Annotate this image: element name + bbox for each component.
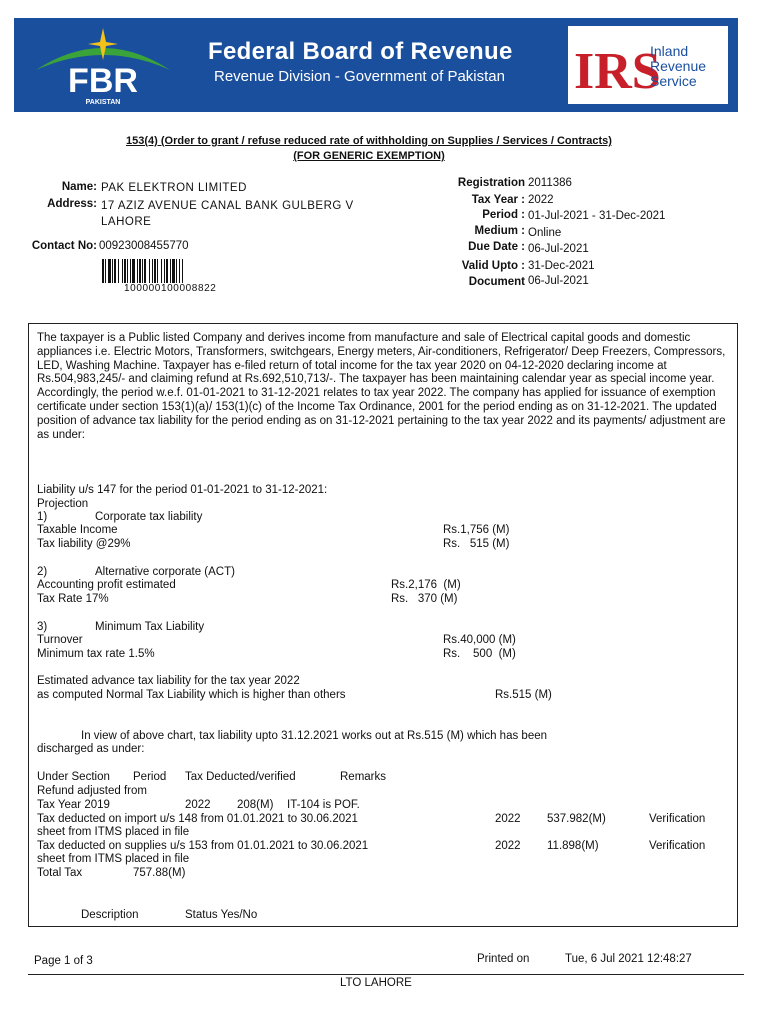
col-remarks: Remarks <box>340 771 387 783</box>
footer-divider <box>28 974 744 975</box>
due-date-label: Due Date : <box>468 241 525 253</box>
header-banner <box>14 18 738 112</box>
barcode-number: 100000100008822 <box>124 283 217 294</box>
page-number: Page 1 of 3 <box>34 955 93 967</box>
fbr-logo-text: FBR <box>68 62 138 100</box>
office-name: LTO LAHORE <box>340 977 412 989</box>
period-value: 01-Jul-2021 - 31-Dec-2021 <box>528 210 666 222</box>
section-3-title: Minimum Tax Liability <box>95 621 205 633</box>
import-amount: 537.982(M) <box>547 813 606 825</box>
board-title: Federal Board of Revenue <box>208 38 513 65</box>
supplies-line-1: Tax deducted on supplies u/s 153 from 01.01.2021 to 30.06.2021 <box>37 840 369 852</box>
projection-label: Projection <box>37 498 89 510</box>
section-3-number: 3) <box>37 621 48 633</box>
refund-amount: 208(M) <box>237 799 274 811</box>
name-label: Name: <box>61 181 97 193</box>
tax-liability-value: Rs. 515 (M) <box>443 538 510 550</box>
fbr-logo <box>28 26 178 108</box>
refund-line-2: Tax Year 2019 <box>37 799 110 811</box>
doc-title: 153(4) (Order to grant / refuse reduced rate of withholding on Supplies / Services / Contracts) <box>126 135 612 147</box>
supplies-amount: 11.898(M) <box>547 840 599 852</box>
tax-year-label: Tax Year : <box>471 194 525 206</box>
board-subtitle: Revenue Division - Government of Pakistan <box>214 68 505 85</box>
medium-label: Medium : <box>474 225 525 237</box>
refund-line-1: Refund adjusted from <box>37 785 147 797</box>
accounting-profit-value: Rs.2,176 (M) <box>391 579 461 591</box>
document-value: 06-Jul-2021 <box>528 275 589 287</box>
liability-heading: Liability u/s 147 for the period 01-01-2021 to 31-12-2021: <box>37 484 328 496</box>
irs-line-inland: Inland <box>650 43 689 59</box>
accounting-profit-label: Accounting profit estimated <box>37 579 176 591</box>
tax-year-value: 2022 <box>528 194 554 206</box>
import-period: 2022 <box>495 813 521 825</box>
estimated-liability-value: Rs.515 (M) <box>495 689 552 701</box>
address-line-2: LAHORE <box>101 216 152 228</box>
document-label: Document <box>468 276 525 288</box>
estimated-liability-line-2: as computed Normal Tax Liability which is higher than others <box>37 689 346 701</box>
valid-upto-value: 31-Dec-2021 <box>528 260 595 272</box>
tax-liability-label: Tax liability @29% <box>37 538 131 550</box>
section-1-title: Corporate tax liability <box>95 511 203 523</box>
import-line-2: sheet from ITMS placed in file <box>37 826 190 838</box>
section-1-number: 1) <box>37 511 48 523</box>
turnover-value: Rs.40,000 (M) <box>443 634 516 646</box>
taxable-income-label: Taxable Income <box>37 524 118 536</box>
taxable-income-value: Rs.1,756 (M) <box>443 524 510 536</box>
col-period: Period <box>133 771 167 783</box>
col-tax-deducted: Tax Deducted/verified <box>185 771 296 783</box>
valid-upto-label: Valid Upto : <box>461 260 525 272</box>
taxpayer-name: PAK ELEKTRON LIMITED <box>101 182 247 194</box>
contact-number: 00923008455770 <box>99 240 189 252</box>
irs-logo <box>568 26 728 104</box>
supplies-line-2: sheet from ITMS placed in file <box>37 853 190 865</box>
estimated-liability-line-1: Estimated advance tax liability for the tax year 2022 <box>37 675 300 687</box>
fbr-logo-country: PAKISTAN <box>85 99 121 106</box>
tax-rate-value: Rs. 370 (M) <box>391 593 458 605</box>
registration-label: Registration <box>457 177 525 189</box>
minimum-tax-rate-value: Rs. 500 (M) <box>443 648 516 660</box>
supplies-period: 2022 <box>495 840 521 852</box>
irs-line-revenue: Revenue <box>650 58 707 74</box>
section-2-title: Alternative corporate (ACT) <box>95 566 235 578</box>
import-line-1: Tax deducted on import u/s 148 from 01.01.2021 to 30.06.2021 <box>37 813 358 825</box>
address-label: Address: <box>47 198 97 210</box>
registration-value: 2011386 <box>528 177 572 189</box>
description-paragraph: The taxpayer is a Public listed Company and derives income from manufacture and sale of Electrical capital goods and domestic appliances i.e. Electric Motors, Transformers, switchgears, Energy meters, Air-conditioners, Refrigerator/ Deep Freezers, Compressors, LED, Washing Machine. Taxpayer has e-filed return of total income for the tax year 2020 on 04-12-2020 declaring income at Rs.504,983,245/- and claiming refund at Rs.692,510,713/-. The taxpayer has been maintaining calendar year as special income year. Accordingly, the period w.e.f. 01-01-2021 to 31-12-2021 relates to tax year 2022. The company has applied for issuance of exemption certificate under section 153(1)(a)/ 153(1)(c) of the Income Tax Ordinance, 2001 for the period ending as on 31-12-2021. The updated position of advance tax liability for the period ending as on 31-12-2021 pertaining to the tax year 2022 and its payments/ adjustment are as under: <box>37 332 726 441</box>
description-label: Description <box>81 909 139 921</box>
view-line-2: discharged as under: <box>37 743 145 755</box>
total-tax-label: Total Tax <box>37 867 83 879</box>
order-body <box>28 323 738 927</box>
medium-value: Online <box>528 227 562 239</box>
printed-on-label: Printed on <box>477 953 530 965</box>
irs-logo-mark: IRS <box>574 43 661 100</box>
supplies-remark: Verification <box>649 840 706 852</box>
refund-remark: IT-104 is POF. <box>287 799 360 811</box>
col-under-section: Under Section <box>37 771 110 783</box>
due-date-value: 06-Jul-2021 <box>528 243 589 255</box>
status-label: Status Yes/No <box>185 909 258 921</box>
minimum-tax-rate-label: Minimum tax rate 1.5% <box>37 648 155 660</box>
contact-label: Contact No: <box>31 240 97 252</box>
tax-rate-label: Tax Rate 17% <box>37 593 109 605</box>
turnover-label: Turnover <box>37 634 83 646</box>
view-line-1: In view of above chart, tax liability upto 31.12.2021 works out at Rs.515 (M) which has been <box>81 730 548 742</box>
irs-line-service: Service <box>650 73 697 89</box>
import-remark: Verification <box>649 813 706 825</box>
total-tax-value: 757.88(M) <box>133 867 186 879</box>
printed-on-value: Tue, 6 Jul 2021 12:48:27 <box>565 953 692 965</box>
section-2-number: 2) <box>37 566 48 578</box>
period-label: Period : <box>482 209 525 221</box>
refund-period: 2022 <box>185 799 211 811</box>
barcode <box>102 259 242 283</box>
address-line-1: 17 AZIZ AVENUE CANAL BANK GULBERG V <box>101 200 354 212</box>
doc-subtitle: (FOR GENERIC EXEMPTION) <box>293 150 445 162</box>
